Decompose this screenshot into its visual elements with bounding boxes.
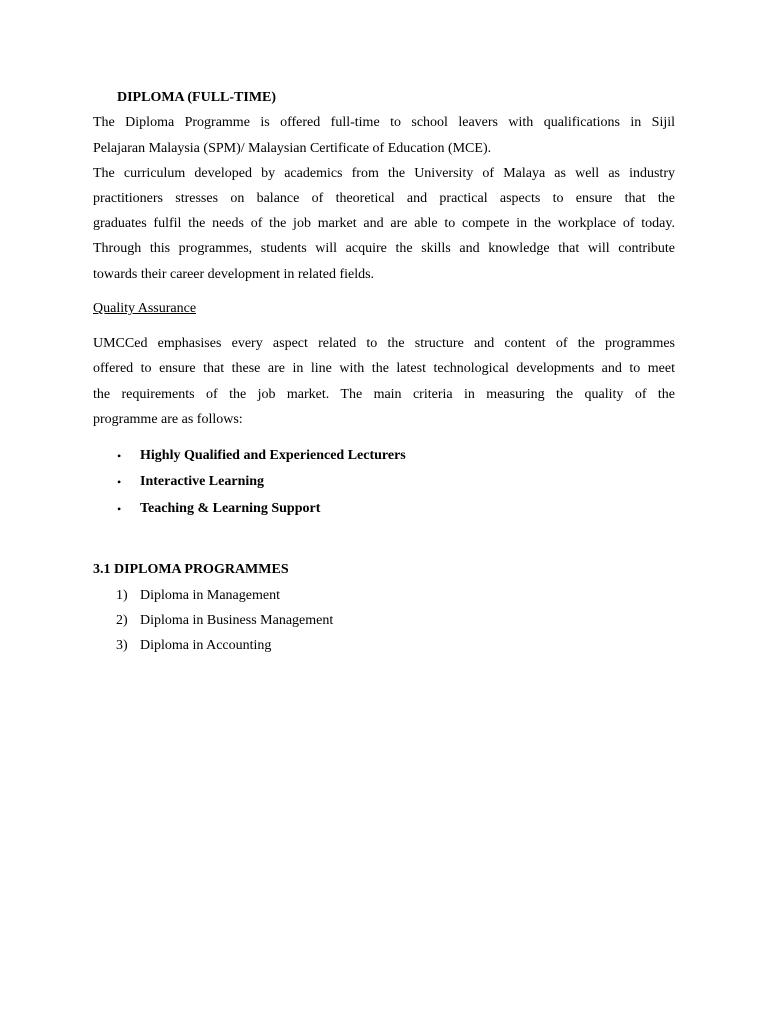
intro-line: Through this programmes, students will acquire the skills and knowledge that will contribute	[93, 241, 675, 256]
programme-name: Diploma in Accounting	[140, 638, 272, 653]
bullet-icon: •	[117, 449, 122, 463]
programme-name: Diploma in Management	[140, 588, 280, 603]
quality-line: programme are as follows:	[93, 412, 243, 427]
programmes-heading: 3.1 DIPLOMA PROGRAMMES	[93, 562, 289, 577]
document-page	[93, 0, 675, 1024]
document-title: DIPLOMA (FULL-TIME)	[117, 90, 277, 105]
list-number: 1)	[116, 588, 128, 603]
bullet-icon: •	[117, 502, 122, 516]
list-number: 2)	[116, 613, 128, 628]
quality-assurance-heading: Quality Assurance	[93, 301, 197, 316]
quality-line: offered to ensure that these are in line with the latest technological developments and to meet	[93, 361, 675, 376]
criteria-label: Highly Qualified and Experienced Lecturers	[140, 448, 406, 463]
intro-line: towards their career development in related fields.	[93, 267, 375, 282]
criteria-label: Interactive Learning	[140, 474, 265, 489]
programme-name: Diploma in Business Management	[140, 613, 334, 628]
bullet-icon: •	[117, 475, 122, 489]
intro-line: graduates fulfil the needs of the job market and are able to compete in the workplace of today.	[93, 216, 675, 231]
list-number: 3)	[116, 638, 128, 653]
intro-line: The curriculum developed by academics from the University of Malaya as well as industry	[93, 166, 675, 181]
intro-line: Pelajaran Malaysia (SPM)/ Malaysian Certificate of Education (MCE).	[93, 141, 492, 156]
intro-line: practitioners stresses on balance of theoretical and practical aspects to ensure that the	[93, 191, 675, 206]
criteria-label: Teaching & Learning Support	[140, 501, 321, 516]
intro-line: The Diploma Programme is offered full-time to school leavers with qualifications in Sijil	[93, 115, 675, 130]
quality-line: UMCCed emphasises every aspect related to the structure and content of the programmes	[93, 336, 675, 351]
quality-line: the requirements of the job market. The main criteria in measuring the quality of the	[93, 387, 675, 402]
